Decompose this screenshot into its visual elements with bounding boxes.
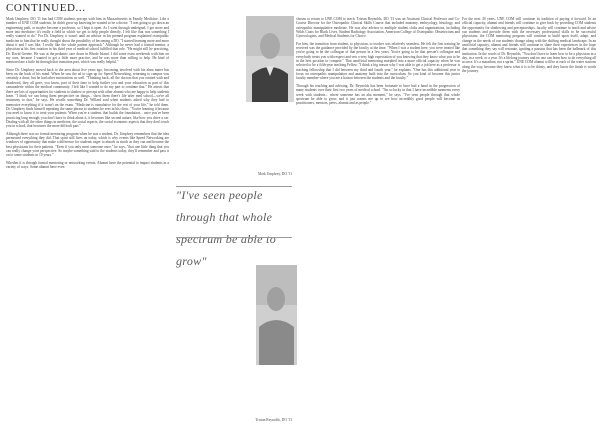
portrait-mark-umphrey — [246, 16, 294, 102]
paragraph: For him, the transition from student, to physician, to teacher was relatively seamless. He felt the first training he received was the guidance provided by the faculty at the time. "When I was a student here, you were treated like you're going to be the colleague of that person in a few years. You're going to be that person's colleague and everybody treats you with respect and sets a very high expectation of you knowing that they know what you to be in the best position to compete." That unofficial mentoring morphed into a more official capacity when he was selected to be a fifth-year teaching Fellow. "I think a big reason why I was able to get a job here as a professor is teaching fellowship that I did between my third and fourth year," he explains. "One has this additional year to focus on osteopathic manipulation and anatomy built into the curriculum. So you kind of become this junior faculty member where you are a liaison between the students and the faculty." — [296, 41, 460, 81]
quote-rule-bottom — [176, 237, 292, 238]
portrait-tristan-reynolds — [256, 265, 297, 365]
paragraph: Whether it is through formal mentoring or networking events, Alumni have the potential to impact students in a variety of ways. Some alumni have even — [6, 160, 169, 169]
paragraph: chosen to return to UNE COM to teach. Tristan Reynolds, DO '13 was an Assistant Clinical Professor and Co-Course Director for the Osteopathic Clinical Skills Course that included anatomy, embryology, histology, and osteopathic manipulative medicine. He was also advisor to multiple student clubs and organizations, including Wilds Coats for Black Lives, Student Radiology Association, American College of Osteopathic Obstetricians and Gynecologists, and Medical Students for Choice. — [296, 17, 460, 39]
paragraph: Since Dr. Umphrey moved back to the area about five years ago, becoming involved with his alma mater has been on the back of his mind. When he saw the ad to sign up for Speed Networking, returning to campus was certainly a draw, but he had other motivations as well. "Thinking back, all the doctors that you rotated with and shadowed, they all gave, you know, part of their time to help further you and your education as part of this camaraderie within the medical community. I felt like I wanted to do my part to continue that." He attests that there are lots of opportunities for students to shadow or precept with other alumni who are happy to help students learn. "I think we can bring them perspective on things... show them there's life after med school—we're all testimony to that," he says. He recalls something Dr. Willard said when students asked why they had to memorize everything if it wasn't on the exam. "Medicine is cumulative for the rest of your life," he told them. Dr. Umphrey finds himself repeating the same phrase to students he sees in his clinic. "You're learning it because you need to know it to treat your patients. When you're a student, that builds the foundation... once you've been practicing long enough, you don't have to think about it, it becomes like second nature, like how you drive a car. Dealing with all the other things in medicine, the social aspects, the social economic aspects that they don't teach you in school, that becomes the more difficult part." — [6, 67, 169, 129]
photo-caption: Tristan Reynolds, DO '13 — [255, 418, 292, 422]
paragraph: Mark Umphrey, DO '11 has had COM students precept with him in Massachusetts in Family Medicine. Like a number of UNE COM students, he didn't grow up knowing he wanted to be a doctor. "I was going to go down an engineering path, or maybe become a professor, so I kept it open. As I went through undergrad, I got more and more into medicine; it's really a field in which we get to help people directly. I felt like that was something I really wanted to do." For Dr. Umphrey, it wasn't until an advisor in his premed program explained osteopathic medicine to him that he really thought about the possibility of becoming a DO. "I started learning more and more about it and I was like, I really like the whole patient approach." Although he never had a formal mentor, a physician at his first rotation in his third year of medical school fulfilled that role. "He might still be practicing, Dr. David Greene. He was at the pediatric care down in Rhode Island. I did some extra weekends with him on my own, because I wanted to get a little more practice, and he was more than willing to help. He kind of mentored me a little bit through that transition part, which was really helpful." — [6, 17, 169, 65]
paragraph: For the next 40 years, UNE COM will continue its tradition of paying it forward. In an official capacity, alumni and friends will continue to give back by providing COM students the opportunity for shadowing and preceptorships, faculty will continue to teach and advise our students and provide them with the necessary professional skills to be successful physicians; the COM mentoring program will continue to build upon itself, adapt, and change as the needs of our students change along with the shifting medical landscape. In an unofficial capacity, alumni and friends will continue to share their experiences in the hope that something they say will resonate, igniting a passion that has been the hallmark of this institution. In the words of Dr. Reynolds, "You don't have to learn how to be a physician in a day, in a week, or a year. It's a lifelong journey and no one can learn how to do everything all at once. It's a marathon, not a sprint." UNE COM alumni will be at each of the water stations along the way, because they know what it is to be thirsty, and they know the finish is worth the journey. — [462, 17, 596, 74]
article-column-1 — [6, 17, 169, 419]
paragraph: Although there was no formal mentoring program when he was a student, Dr. Umphrey remembers that the idea permeated everything they did. That spirit still lives on today, which is why events like Speed Networking are windows of opportunity that make a difference for students eager to absorb as much as they can and become the best physicians for their patients. "Even if you only meet someone once," he says, "that one little thing that you can really change your perspective. So maybe something said to the students today, they'll remember and pass it on to some students in 10 years." — [6, 131, 169, 158]
paragraph: Through his teaching and advising, Dr. Reynolds has been fortunate to have had a hand in the progression of many students over their first two years of medical school. "I'm so lucky in that I have incredible moments every week with students... where someone has an aha moment," he says. "I've seen people through that whole spectrum be able to grow, and it just warms me up to see how incredibly good people will become as practitioners, mentors, peers, alumni and as people." — [296, 83, 460, 106]
article-column-4 — [462, 17, 596, 419]
pull-quote: "I've seen people through that whole spectrum be able to grow" — [176, 188, 277, 268]
photo-caption: Mark Umphrey, DO '11 — [257, 172, 292, 176]
article-column-3 — [296, 17, 460, 419]
section-heading: CONTINUED... — [6, 2, 86, 14]
